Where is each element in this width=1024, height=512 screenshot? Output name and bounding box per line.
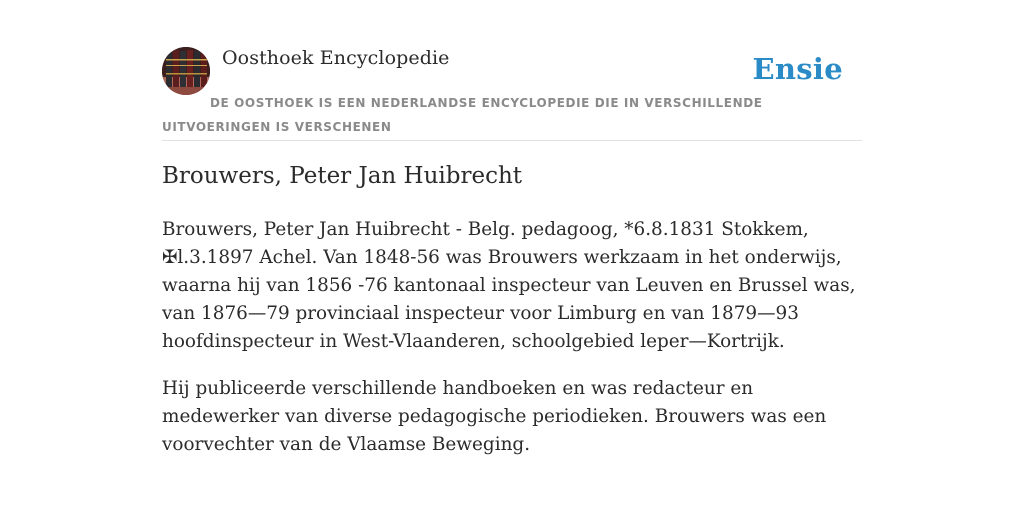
article-paragraph: Brouwers, Peter Jan Huibrecht - Belg. pedagoog, *6.8.1831 Stokkem, ✠l.3.1897 Achel. Van 1848-56 was Brouwers werkzaam in het onderwijs, waarna hij van 1856 -76 kantonaal inspecteur van Leuven en Brussel was, van 1876—79 provinciaal inspecteur voor Limburg en van 1879—93 hoofdinspecteur in West-Vlaanderen, schoolgebied leper—Kortrijk. xyxy=(162,219,856,352)
site-name[interactable]: Oosthoek Encyclopedie xyxy=(222,47,450,69)
book-spines-icon[interactable] xyxy=(162,47,210,95)
site-header xyxy=(162,0,862,141)
site-tagline: DE OOSTHOEK IS EEN NEDERLANDSE ENCYCLOPEDIE DIE IN VERSCHILLENDE UITVOERINGEN IS VERSCHENEN xyxy=(162,96,763,134)
article-paragraph: Hij publiceerde verschillende handboeken en was redacteur en medewerker van diverse pedagogische periodieken. Brouwers was een voorvechter van de Vlaamse Beweging. xyxy=(162,378,827,455)
article-title: Brouwers, Peter Jan Huibrecht xyxy=(162,163,523,189)
brand-logo-link[interactable]: Ensie xyxy=(752,52,843,86)
page xyxy=(162,0,862,512)
